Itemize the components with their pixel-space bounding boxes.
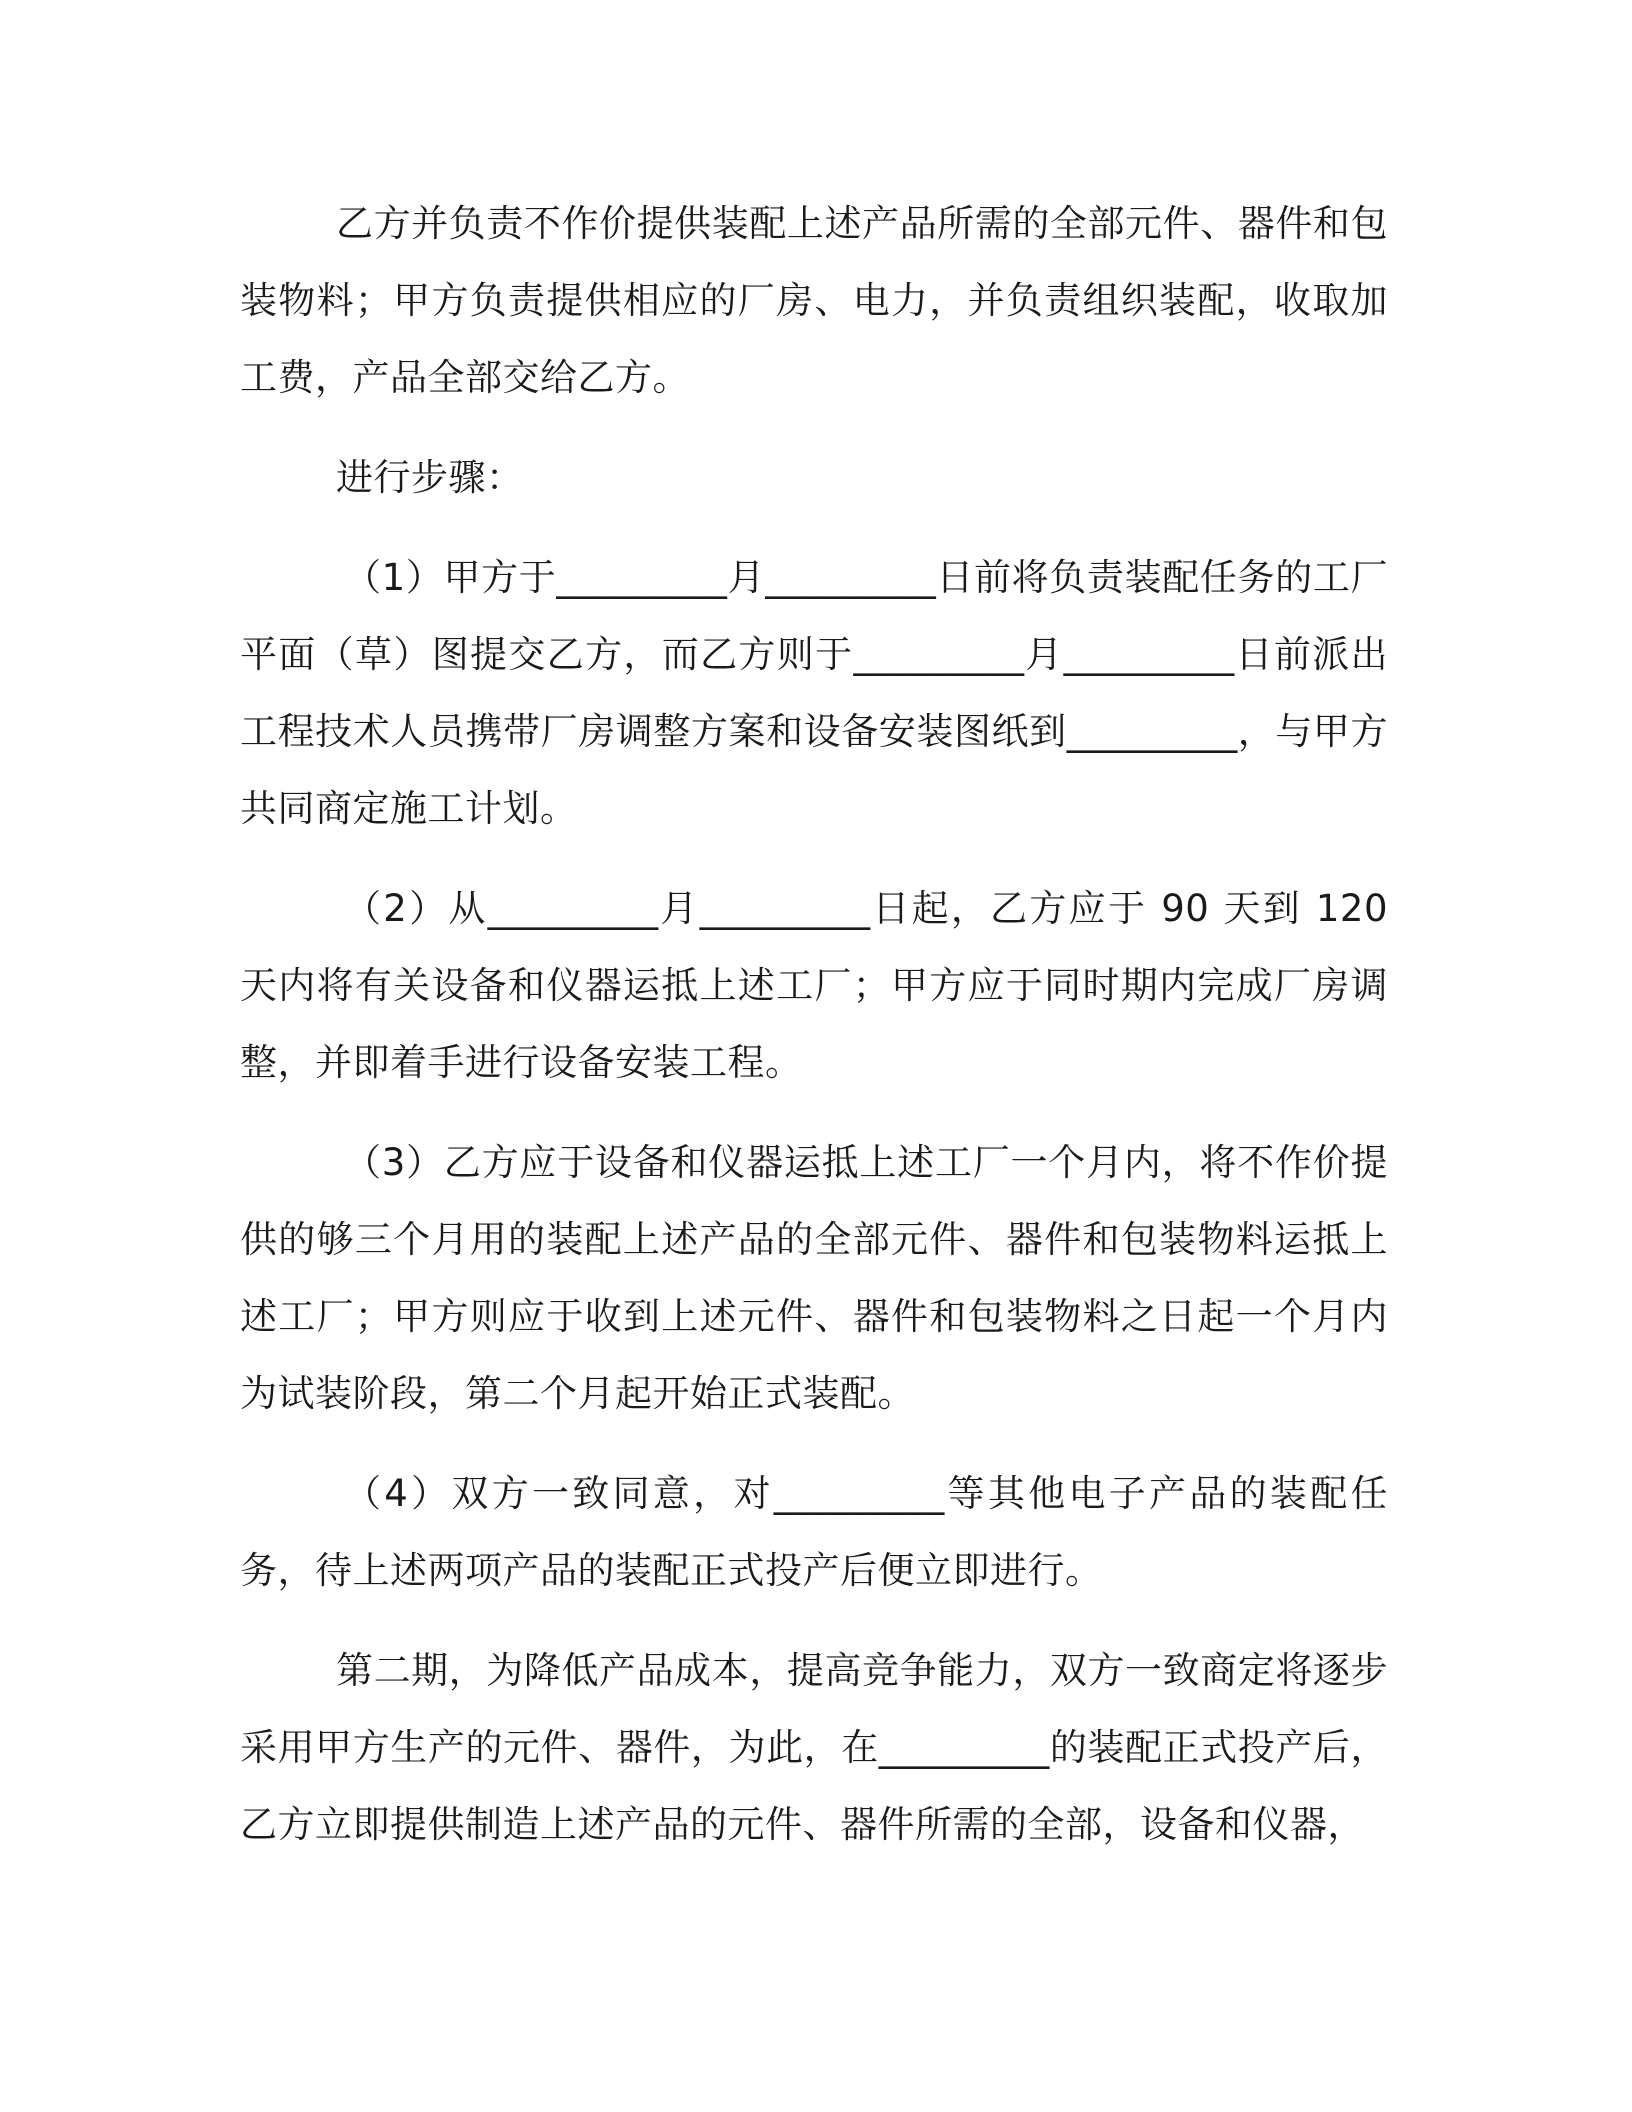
paragraph-phase-2: 第二期，为降低产品成本，提高竞争能力，双方一致商定将逐步采用甲方生产的元件、器件，为此，在_________的装配正式投产后，乙方立即提供制造上述产品的元件、器件所需的全部，设备和仪器， — [240, 1649, 1388, 1846]
paragraph-step-1: （1）甲方于_________月_________日前将负责装配任务的工厂平面（草）图提交乙方，而乙方则于_________月_________日前派出工程技术人员携带厂房调整方案和设备安装图纸到_________，与甲方共同商定施工计划。 — [240, 556, 1388, 830]
paragraph-step-4: （4）双方一致同意，对_________等其他电子产品的装配任务，待上述两项产品的装配正式投产后便立即进行。 — [240, 1472, 1388, 1592]
paragraph-step-3: （3）乙方应于设备和仪器运抵上述工厂一个月内，将不作价提供的够三个月用的装配上述产品的全部元件、器件和包装物料运抵上述工厂；甲方则应于收到上述元件、器件和包装物料之日起一个月内为试装阶段，第二个月起开始正式装配。 — [240, 1141, 1388, 1415]
paragraph-step-2: （2）从_________月_________日起，乙方应于 90 天到 120 天内将有关设备和仪器运抵上述工厂；甲方应于同时期内完成厂房调整，并即着手进行设备安装工程。 — [240, 887, 1388, 1084]
paragraph-steps-heading: 进行步骤： — [336, 456, 524, 499]
document-body — [240, 185, 1388, 1886]
paragraph-supply-terms: 乙方并负责不作价提供装配上述产品所需的全部元件、器件和包装物料；甲方负责提供相应的厂房、电力，并负责组织装配，收取加工费，产品全部交给乙方。 — [240, 202, 1388, 399]
